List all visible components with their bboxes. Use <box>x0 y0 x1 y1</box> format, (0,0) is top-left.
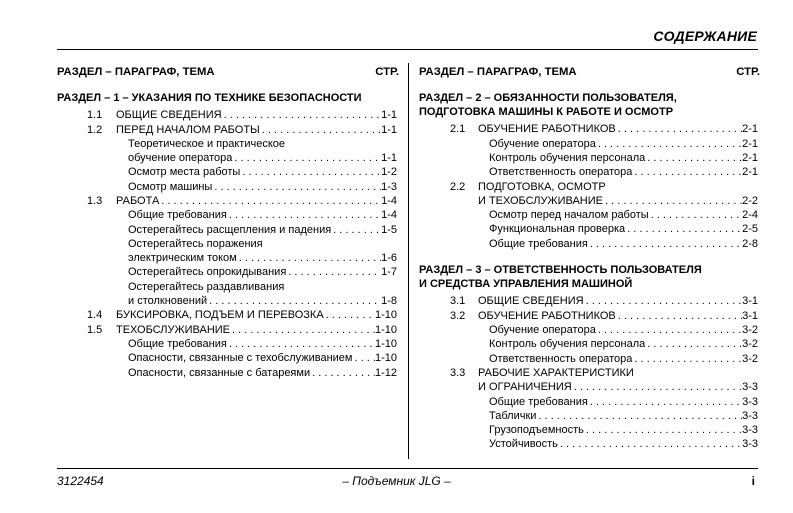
column-header-topic: РАЗДЕЛ – ПАРАГРАФ, ТЕМА <box>419 66 577 78</box>
toc-entry[interactable] <box>419 294 760 308</box>
entry-page: 2-4 <box>742 209 758 222</box>
entry-page: 1-10 <box>374 309 397 322</box>
entry-page: 3-3 <box>742 424 758 437</box>
entry-title: ОБУЧЕНИЕ РАБОТНИКОВ <box>478 309 616 322</box>
toc-subentry[interactable] <box>419 423 760 437</box>
toc-subentry[interactable] <box>419 437 760 451</box>
entry-title: Контроль обучения персонала <box>489 152 646 164</box>
entry-title: Общие требования <box>128 209 227 222</box>
toc-entry[interactable] <box>57 308 399 322</box>
toc-subentry[interactable] <box>57 165 399 179</box>
entry-title: Осмотр места работы <box>128 166 241 179</box>
entry-page: 2-2 <box>742 194 758 207</box>
entry-page: 1-3 <box>381 180 397 193</box>
entry-page: 2-5 <box>742 223 758 236</box>
entry-page: 1-8 <box>381 295 397 308</box>
entry-number: 2.2 <box>450 180 466 193</box>
entry-title: Общие требования <box>489 395 588 408</box>
toc-entry[interactable] <box>57 123 399 137</box>
entry-number: 1.5 <box>87 323 103 336</box>
entry-title: Ответственность оператора <box>489 166 633 179</box>
entry-page: 3-1 <box>742 309 758 322</box>
entry-title: БУКСИРОВКА, ПОДЪЕМ И ПЕРЕВОЗКА <box>116 309 324 322</box>
entry-title: Остерегайтесь опрокидывания <box>128 266 287 279</box>
entry-title: ОБЩИЕ СВЕДЕНИЯ <box>478 295 584 308</box>
entry-page: 3-2 <box>742 338 758 351</box>
entry-title: и столкновений <box>128 295 208 308</box>
page-title: СОДЕРЖАНИЕ <box>653 28 757 44</box>
toc-subentry[interactable] <box>57 294 399 308</box>
bottom-rule <box>57 468 758 469</box>
toc-entry[interactable] <box>419 180 760 194</box>
entry-page: 2-1 <box>742 123 758 136</box>
toc-subentry[interactable] <box>57 151 399 165</box>
toc-subentry[interactable] <box>419 165 760 179</box>
entry-title: ПОДГОТОВКА, ОСМОТР <box>478 180 606 193</box>
footer-title: – Подъемник JLG – <box>342 474 451 488</box>
entry-title: Обучение оператора <box>489 137 596 150</box>
toc-subentry[interactable] <box>57 280 399 294</box>
toc-left-column <box>57 64 399 380</box>
toc-right-column <box>419 64 760 452</box>
entry-number: 1.2 <box>87 123 103 136</box>
toc-subentry[interactable] <box>419 337 760 351</box>
toc-subentry[interactable] <box>419 151 760 165</box>
toc-entry[interactable] <box>419 380 760 394</box>
toc-subentry[interactable] <box>419 395 760 409</box>
entry-page: 1-1 <box>381 109 397 122</box>
toc-subentry[interactable] <box>419 409 760 423</box>
entry-title: ТЕХОБСЛУЖИВАНИЕ <box>116 323 231 336</box>
entry-page: 1-5 <box>381 223 397 236</box>
entry-number: 3.3 <box>450 366 466 379</box>
entry-number: 3.2 <box>450 309 466 322</box>
entry-page: 3-3 <box>742 381 758 394</box>
entry-page: 2-1 <box>742 152 758 164</box>
toc-subentry[interactable] <box>57 351 399 365</box>
column-header-topic: РАЗДЕЛ – ПАРАГРАФ, ТЕМА <box>57 66 215 78</box>
entry-page: 3-1 <box>742 295 758 308</box>
entry-page: 1-10 <box>374 352 397 365</box>
entry-title: Общие требования <box>128 337 227 350</box>
entry-title: Обучение оператора <box>489 324 596 337</box>
entry-title: Остерегайтесь поражения <box>128 237 263 250</box>
entry-title: Таблички <box>489 409 537 422</box>
entry-page: 1-10 <box>374 337 397 350</box>
entry-page: 3-2 <box>742 324 758 337</box>
entry-title: Ответственность оператора <box>489 352 633 365</box>
entry-page: 1-4 <box>381 194 397 207</box>
entry-page: 1-6 <box>381 252 397 265</box>
entry-page: 3-3 <box>742 438 758 451</box>
entry-title: Осмотр перед началом работы <box>489 209 649 222</box>
section-1-title: РАЗДЕЛ – 1 – УКАЗАНИЯ ПО ТЕХНИКЕ БЕЗОПАСНОСТИ <box>57 92 362 104</box>
entry-page: 1-12 <box>374 366 397 379</box>
toc-subentry[interactable] <box>419 208 760 222</box>
page-number: i <box>751 474 755 488</box>
entry-title: Функциональная проверка <box>489 223 626 236</box>
toc-subentry[interactable] <box>57 265 399 279</box>
toc-entry[interactable] <box>57 194 399 208</box>
entry-number: 3.1 <box>450 295 466 308</box>
entry-title: Опасности, связанные с батареями <box>128 366 311 379</box>
entry-number: 2.1 <box>450 123 466 136</box>
entry-page: 1-7 <box>381 266 397 279</box>
entry-page: 1-1 <box>381 123 397 136</box>
entry-page: 1-2 <box>381 166 397 179</box>
section-2-title-line1: РАЗДЕЛ – 2 – ОБЯЗАННОСТИ ПОЛЬЗОВАТЕЛЯ, <box>419 92 677 104</box>
toc-subentry[interactable] <box>57 180 399 194</box>
entry-page: 1-1 <box>381 152 397 165</box>
entry-title: ОБЩИЕ СВЕДЕНИЯ <box>116 109 222 122</box>
toc-entry[interactable] <box>57 108 399 122</box>
toc-entry[interactable] <box>419 194 760 208</box>
entry-title: обучение оператора <box>128 152 233 165</box>
toc-subentry[interactable] <box>57 237 399 251</box>
entry-title: Грузоподъемность <box>489 424 584 437</box>
column-header <box>419 64 760 80</box>
toc-subentry[interactable] <box>57 337 399 351</box>
toc-subentry[interactable] <box>57 366 399 380</box>
entry-title: И ОГРАНИЧЕНИЯ <box>478 381 572 394</box>
entry-title: ПЕРЕД НАЧАЛОМ РАБОТЫ <box>116 123 260 136</box>
entry-number: 1.1 <box>87 109 103 122</box>
entry-page: 3-3 <box>742 395 758 408</box>
column-header <box>57 64 399 80</box>
entry-page: 2-1 <box>742 137 758 150</box>
section-3-title-line1: РАЗДЕЛ – 3 – ОТВЕТСТВЕННОСТЬ ПОЛЬЗОВАТЕЛЯ <box>419 264 702 277</box>
entry-number: 1.4 <box>87 309 103 322</box>
entry-title: Устойчивость <box>489 438 558 451</box>
entry-title: РАБОЧИЕ ХАРАКТЕРИСТИКИ <box>478 366 634 379</box>
entry-title: электрическим током <box>128 252 237 265</box>
entry-title: РАБОТА <box>116 194 160 207</box>
entry-number: 1.3 <box>87 194 103 207</box>
entry-page: 1-4 <box>381 209 397 222</box>
toc-subentry[interactable] <box>419 352 760 366</box>
entry-title: Теоретическое и практическое <box>128 137 285 150</box>
toc-subentry[interactable] <box>57 223 399 237</box>
column-divider <box>408 63 409 459</box>
entry-page: 2-8 <box>742 237 758 250</box>
section-3-title-line2: И СРЕДСТВА УПРАВЛЕНИЯ МАШИНОЙ <box>419 278 633 291</box>
toc-subentry[interactable] <box>419 237 760 251</box>
entry-title: Опасности, связанные с техобслуживанием <box>128 352 353 365</box>
entry-title: Остерегайтесь расщепления и падения <box>128 223 332 236</box>
toc-subentry[interactable] <box>419 323 760 337</box>
toc-subentry[interactable] <box>57 251 399 265</box>
toc-entry[interactable] <box>419 122 760 136</box>
entry-title: ОБУЧЕНИЕ РАБОТНИКОВ <box>478 123 616 136</box>
entry-title: Общие требования <box>489 237 588 250</box>
top-rule <box>57 49 758 50</box>
entry-title: Осмотр машины <box>128 180 213 193</box>
toc-subentry[interactable] <box>57 137 399 151</box>
toc-subentry[interactable] <box>57 208 399 222</box>
entry-page: 3-3 <box>742 409 758 422</box>
entry-page: 3-2 <box>742 352 758 365</box>
entry-title: Контроль обучения персонала <box>489 338 646 351</box>
entry-title: Остерегайтесь раздавливания <box>128 280 285 293</box>
toc-entry[interactable] <box>419 309 760 323</box>
section-2-title <box>419 91 760 119</box>
section-2-title-line2: ПОДГОТОВКА МАШИНЫ К РАБОТЕ И ОСМОТР <box>419 106 674 119</box>
doc-number: 3122454 <box>57 474 104 488</box>
toc-subentry[interactable] <box>419 137 760 151</box>
toc-entry[interactable] <box>57 323 399 337</box>
toc-entry[interactable] <box>419 366 760 380</box>
column-header-page: СТР. <box>375 66 399 78</box>
toc-subentry[interactable] <box>419 222 760 236</box>
entry-title: И ТЕХОБСЛУЖИВАНИЕ <box>478 194 603 207</box>
entry-page: 2-1 <box>742 166 758 179</box>
section-3-title <box>419 263 760 291</box>
entry-page: 1-10 <box>374 323 397 336</box>
column-header-page: СТР. <box>736 66 760 78</box>
